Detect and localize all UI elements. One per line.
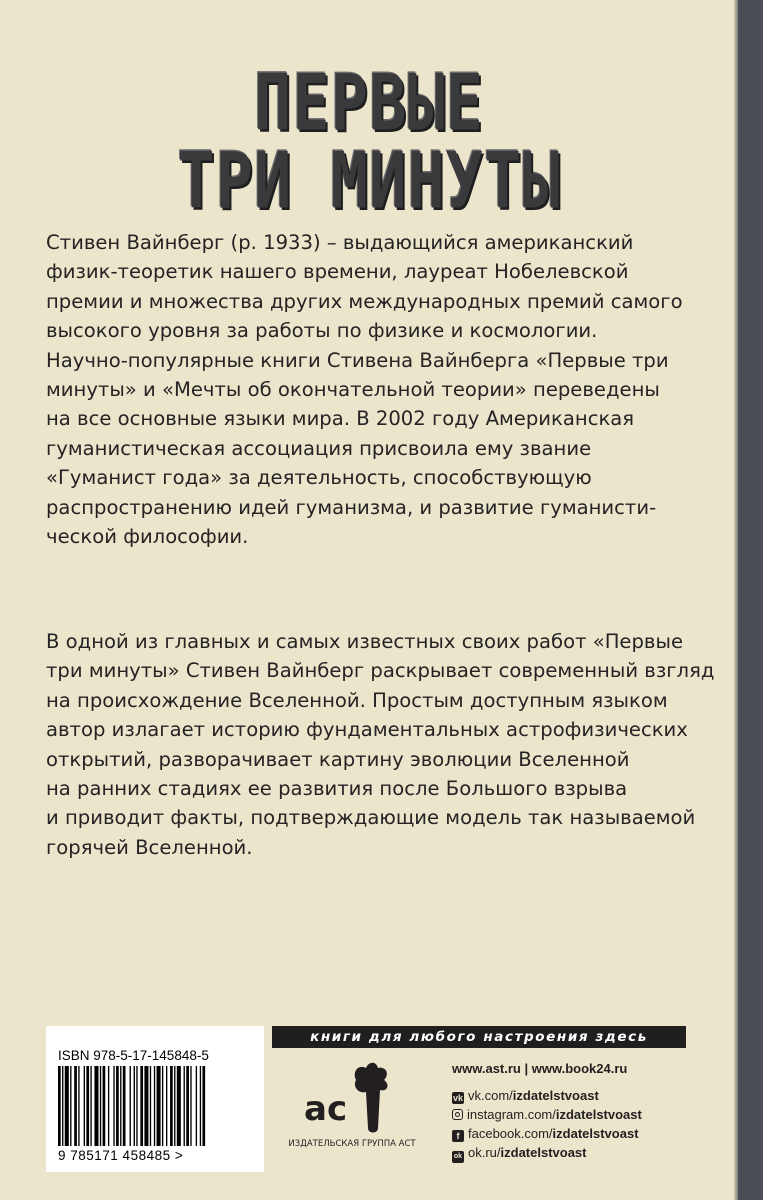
text-line: Научно-популярные книги Стивена Вайнберга «Первые три	[46, 348, 669, 372]
text-line: физик-теоретик нашего времени, лауреат Нобелевской	[46, 260, 629, 284]
social-prefix: instagram.com/	[467, 1107, 556, 1122]
instagram-icon	[452, 1109, 463, 1120]
publisher-name: ИЗДАТЕЛЬСКАЯ ГРУППА АСТ	[288, 1139, 416, 1149]
ast-logo-icon	[298, 1058, 410, 1138]
social-prefix: vk.com/	[468, 1088, 513, 1103]
book-title-line-2: ТРИ МИНУТЫ	[177, 134, 561, 226]
text-line: на все основные языки мира. В 2002 году Американская	[46, 407, 635, 431]
text-line: гуманистическая ассоциация присвоила ему звание	[46, 436, 592, 460]
text-line: три минуты» Стивен Вайнберг раскрывает современный взгляд	[46, 659, 715, 683]
social-link-odnoklassniki[interactable]	[452, 1144, 692, 1162]
social-link-vk[interactable]	[452, 1087, 692, 1105]
text-line: на ранних стадиях ее развития после Большого взрыва	[46, 777, 628, 801]
text-line: автор излагает историю фундаментальных астрофизических	[46, 718, 688, 742]
text-line: высокого уровня за работы по физике и космологии.	[46, 319, 598, 343]
text-line: «Гуманист года» за деятельность, способствующую	[46, 466, 592, 490]
text-line: открытий, разворачивает картину эволюции Вселенной	[46, 747, 630, 771]
text-line: и приводит факты, подтверждающие модель так называемой	[46, 806, 696, 830]
book-title-line-1: ПЕРВЫЕ	[254, 56, 484, 148]
social-link-instagram[interactable]	[452, 1106, 692, 1124]
social-prefix: ok.ru/	[468, 1145, 501, 1160]
text-line: В одной из главных и самых известных своих работ «Первые	[46, 630, 683, 653]
text-line: на происхождение Вселенной. Простым доступным языком	[46, 688, 668, 712]
website-links[interactable]: www.ast.ru | www.book24.ru	[452, 1061, 628, 1076]
barcode-digits: 9 785171 458485 >	[58, 1148, 184, 1163]
social-handle: izdatelstvoast	[512, 1088, 599, 1103]
author-bio-paragraph	[46, 228, 683, 551]
text-line: минуты» и «Мечты об окончательной теории» переведены	[46, 378, 660, 402]
social-handle: izdatelstvoast	[500, 1145, 587, 1160]
social-handle: izdatelstvoast	[555, 1107, 642, 1122]
book-spine	[738, 0, 763, 1200]
text-line: горячей Вселенной.	[46, 835, 253, 859]
social-handle: izdatelstvoast	[552, 1126, 639, 1141]
book-description-paragraph	[46, 627, 714, 862]
isbn-number: ISBN 978-5-17-145848-5	[58, 1048, 209, 1063]
barcode-icon	[58, 1066, 254, 1146]
barcode-panel	[46, 1026, 264, 1172]
text-line: ческой философии.	[46, 525, 249, 549]
facebook-icon: f	[452, 1130, 464, 1142]
tagline-banner: книги для любого настроения здесь	[272, 1026, 686, 1048]
text-line: премии и множества других международных премий самого	[46, 289, 683, 313]
text-line: распространению идей гуманизма, и развитие гуманисти-	[46, 495, 657, 519]
odnoklassniki-icon: ok	[452, 1151, 464, 1163]
social-link-facebook[interactable]	[452, 1125, 692, 1143]
svg-text:ас: ас	[304, 1089, 348, 1129]
text-line: Стивен Вайнберг (р. 1933) – выдающийся американский	[46, 231, 634, 254]
social-prefix: facebook.com/	[468, 1126, 553, 1141]
vk-icon: vk	[452, 1093, 463, 1103]
